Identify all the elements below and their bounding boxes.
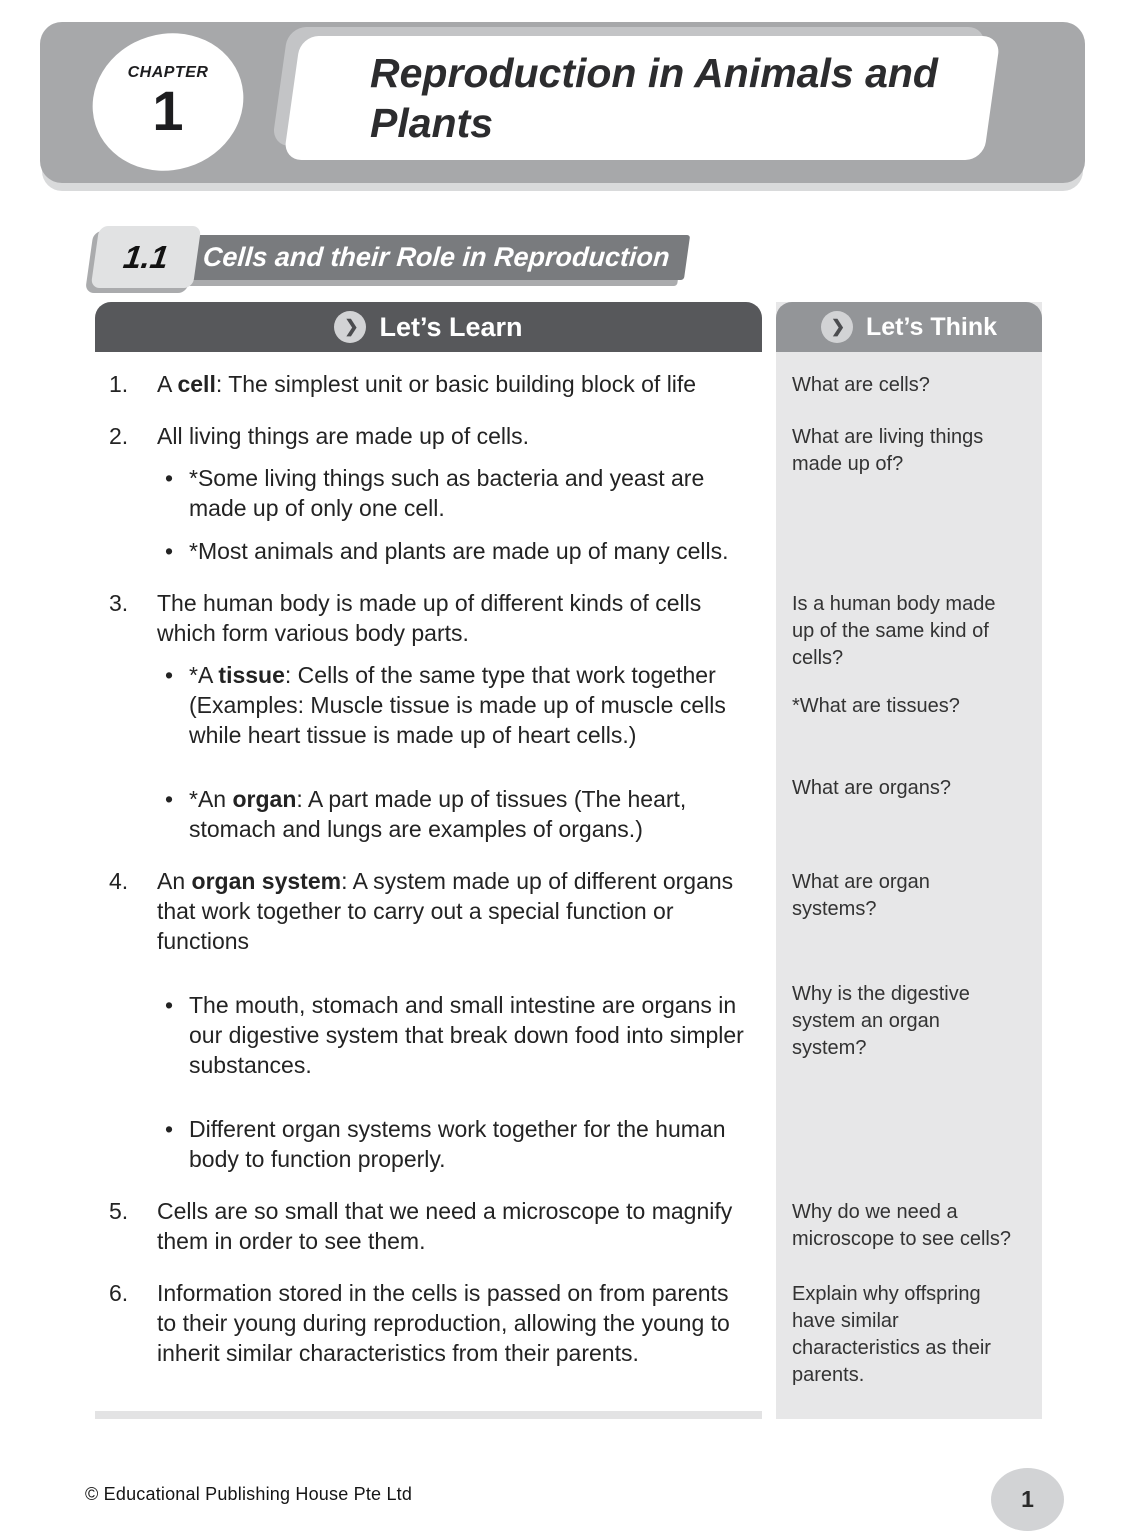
text-segment: A [157, 371, 178, 397]
numbered-item [109, 421, 754, 451]
bold-term: organ system [191, 868, 342, 894]
item-text [157, 866, 754, 956]
item-text [157, 1278, 754, 1368]
section-number: 1.1 [121, 238, 171, 275]
learn-cell [95, 772, 762, 844]
think-question: *What are tissues? [792, 695, 960, 717]
think-question: What are organs? [792, 777, 951, 799]
bullet-dot: • [165, 662, 174, 688]
section-title: Cells and their Role in Reproduction [201, 242, 671, 272]
bullet-item [165, 660, 754, 750]
learn-think-row [95, 1102, 1042, 1174]
bullet-list [109, 463, 754, 566]
text-segment: : A part made up of tissues (The heart, stomach and lungs are examples of organs.) [189, 786, 693, 842]
content-columns [95, 302, 1042, 1419]
learn-think-rows [95, 352, 1042, 1389]
item-number: 3. [109, 590, 129, 616]
learn-think-row [95, 772, 1042, 844]
think-cell [776, 866, 1042, 956]
item-text [157, 421, 754, 451]
bold-term: tissue [218, 662, 285, 688]
lets-think-label: Let’s Think [865, 312, 998, 341]
learn-cell [95, 978, 762, 1080]
item-text [157, 588, 754, 648]
bullet-item [165, 463, 754, 523]
learn-think-row [95, 866, 1042, 956]
copyright-text: © Educational Publishing House Pte Ltd [85, 1484, 413, 1504]
bullet-dot: • [165, 1116, 174, 1142]
text-segment: All living things are made up of cells. [157, 423, 530, 449]
text-segment: Cells are so small that we need a microscope to magnify them in order to see them. [157, 1198, 739, 1254]
numbered-item [109, 588, 754, 648]
think-question: Why is the digestive system an organ system? [792, 983, 970, 1059]
bullet-text [189, 1114, 754, 1174]
item-number: 2. [109, 423, 129, 449]
learn-cell [95, 1196, 762, 1256]
learn-cell [95, 421, 762, 566]
think-cell [776, 588, 1042, 750]
section-title-banner [156, 235, 690, 280]
chapter-badge [92, 34, 244, 170]
bullet-list [109, 660, 754, 750]
item-text [157, 1196, 754, 1256]
bullet-item [165, 536, 754, 566]
text-segment: Information stored in the cells is passed on from parents to their young during reproduction, allowing the young to inherit similar characteristics from their parents. [157, 1280, 737, 1366]
text-segment: : A system made up of different organs that work together to carry out a special function or functions [157, 868, 740, 954]
page-number-badge: 1 [991, 1468, 1064, 1531]
column-headers [95, 302, 1042, 352]
text-segment: *Some living things such as bacteria and yeast are made up of only one cell. [189, 465, 711, 521]
bullet-text [189, 536, 754, 566]
think-question: Explain why offspring have similar characteristics as their parents. [792, 1283, 991, 1386]
learn-think-row [95, 588, 1042, 750]
think-question: What are cells? [792, 374, 930, 396]
item-text [157, 369, 754, 399]
learn-think-row [95, 1196, 1042, 1256]
text-segment: The human body is made up of different kinds of cells which form various body parts. [157, 590, 708, 646]
numbered-item [109, 866, 754, 956]
bullet-dot: • [165, 786, 174, 812]
learn-column-bottom-edge [95, 1411, 762, 1419]
think-question: Is a human body made up of the same kind of cells? [792, 593, 996, 669]
bullet-list [109, 1114, 754, 1174]
chapter-title-banner [292, 36, 992, 160]
learn-think-row [95, 978, 1042, 1080]
think-cell [776, 772, 1042, 844]
think-question: What are living things made up of? [792, 426, 984, 475]
text-segment: *A [189, 662, 219, 688]
think-question: Why do we need a microscope to see cells? [792, 1201, 1011, 1250]
bullet-dot: • [165, 992, 174, 1018]
chapter-label: CHAPTER [127, 64, 209, 81]
bold-term: organ [232, 786, 297, 812]
learn-cell [95, 1102, 762, 1174]
numbered-item [109, 1196, 754, 1256]
section-header [95, 226, 687, 290]
text-segment: An [157, 868, 192, 894]
section-number-badge [91, 226, 202, 288]
text-segment: The mouth, stomach and small intestine are organs in our digestive system that break down food into simpler substances. [189, 992, 751, 1078]
numbered-item [109, 369, 754, 399]
think-cell [776, 1102, 1042, 1174]
numbered-item [109, 1278, 754, 1368]
bullet-text [189, 463, 754, 523]
think-cell [776, 1278, 1042, 1389]
bullet-dot: • [165, 465, 174, 491]
lets-learn-header [95, 302, 762, 352]
think-question: What are organ systems? [792, 871, 930, 920]
bullet-text [189, 990, 754, 1080]
learn-cell [95, 588, 762, 750]
item-number: 1. [109, 371, 129, 397]
learn-think-row [95, 369, 1042, 399]
learn-cell [95, 1278, 762, 1389]
think-cell [776, 369, 1042, 399]
chevron-right-icon: ❯ [334, 311, 366, 343]
bullet-item [165, 990, 754, 1080]
text-segment: : The simplest unit or basic building block of life [215, 371, 697, 397]
item-number: 4. [109, 868, 129, 894]
text-segment: *Most animals and plants are made up of many cells. [189, 538, 729, 564]
learn-cell [95, 369, 762, 399]
think-cell [776, 978, 1042, 1080]
bullet-item [165, 784, 754, 844]
chapter-title: Reproduction in Animals and Plants [370, 50, 938, 147]
chapter-number: 1 [152, 79, 184, 142]
bullet-list [109, 784, 754, 844]
lets-learn-label: Let’s Learn [379, 311, 523, 342]
bullet-text [189, 784, 754, 844]
chapter-header-band [40, 22, 1085, 183]
text-segment: : Cells of the same type that work together (Examples: Muscle tissue is made up of muscle cells while heart tissue is made up of heart cells.) [189, 662, 733, 748]
item-number: 6. [109, 1280, 129, 1306]
chevron-right-icon: ❯ [821, 311, 853, 343]
item-number: 5. [109, 1198, 129, 1224]
learn-think-row [95, 1278, 1042, 1389]
bullet-dot: • [165, 538, 174, 564]
bullet-item [165, 1114, 754, 1174]
bullet-text [189, 660, 754, 750]
lets-think-header [776, 302, 1042, 352]
bold-term: cell [177, 371, 216, 397]
text-segment: Different organ systems work together for the human body to function properly. [189, 1116, 732, 1172]
text-segment: *An [189, 786, 233, 812]
bullet-list [109, 990, 754, 1080]
think-cell [776, 1196, 1042, 1256]
think-cell [776, 421, 1042, 566]
learn-cell [95, 866, 762, 956]
learn-think-row [95, 421, 1042, 566]
